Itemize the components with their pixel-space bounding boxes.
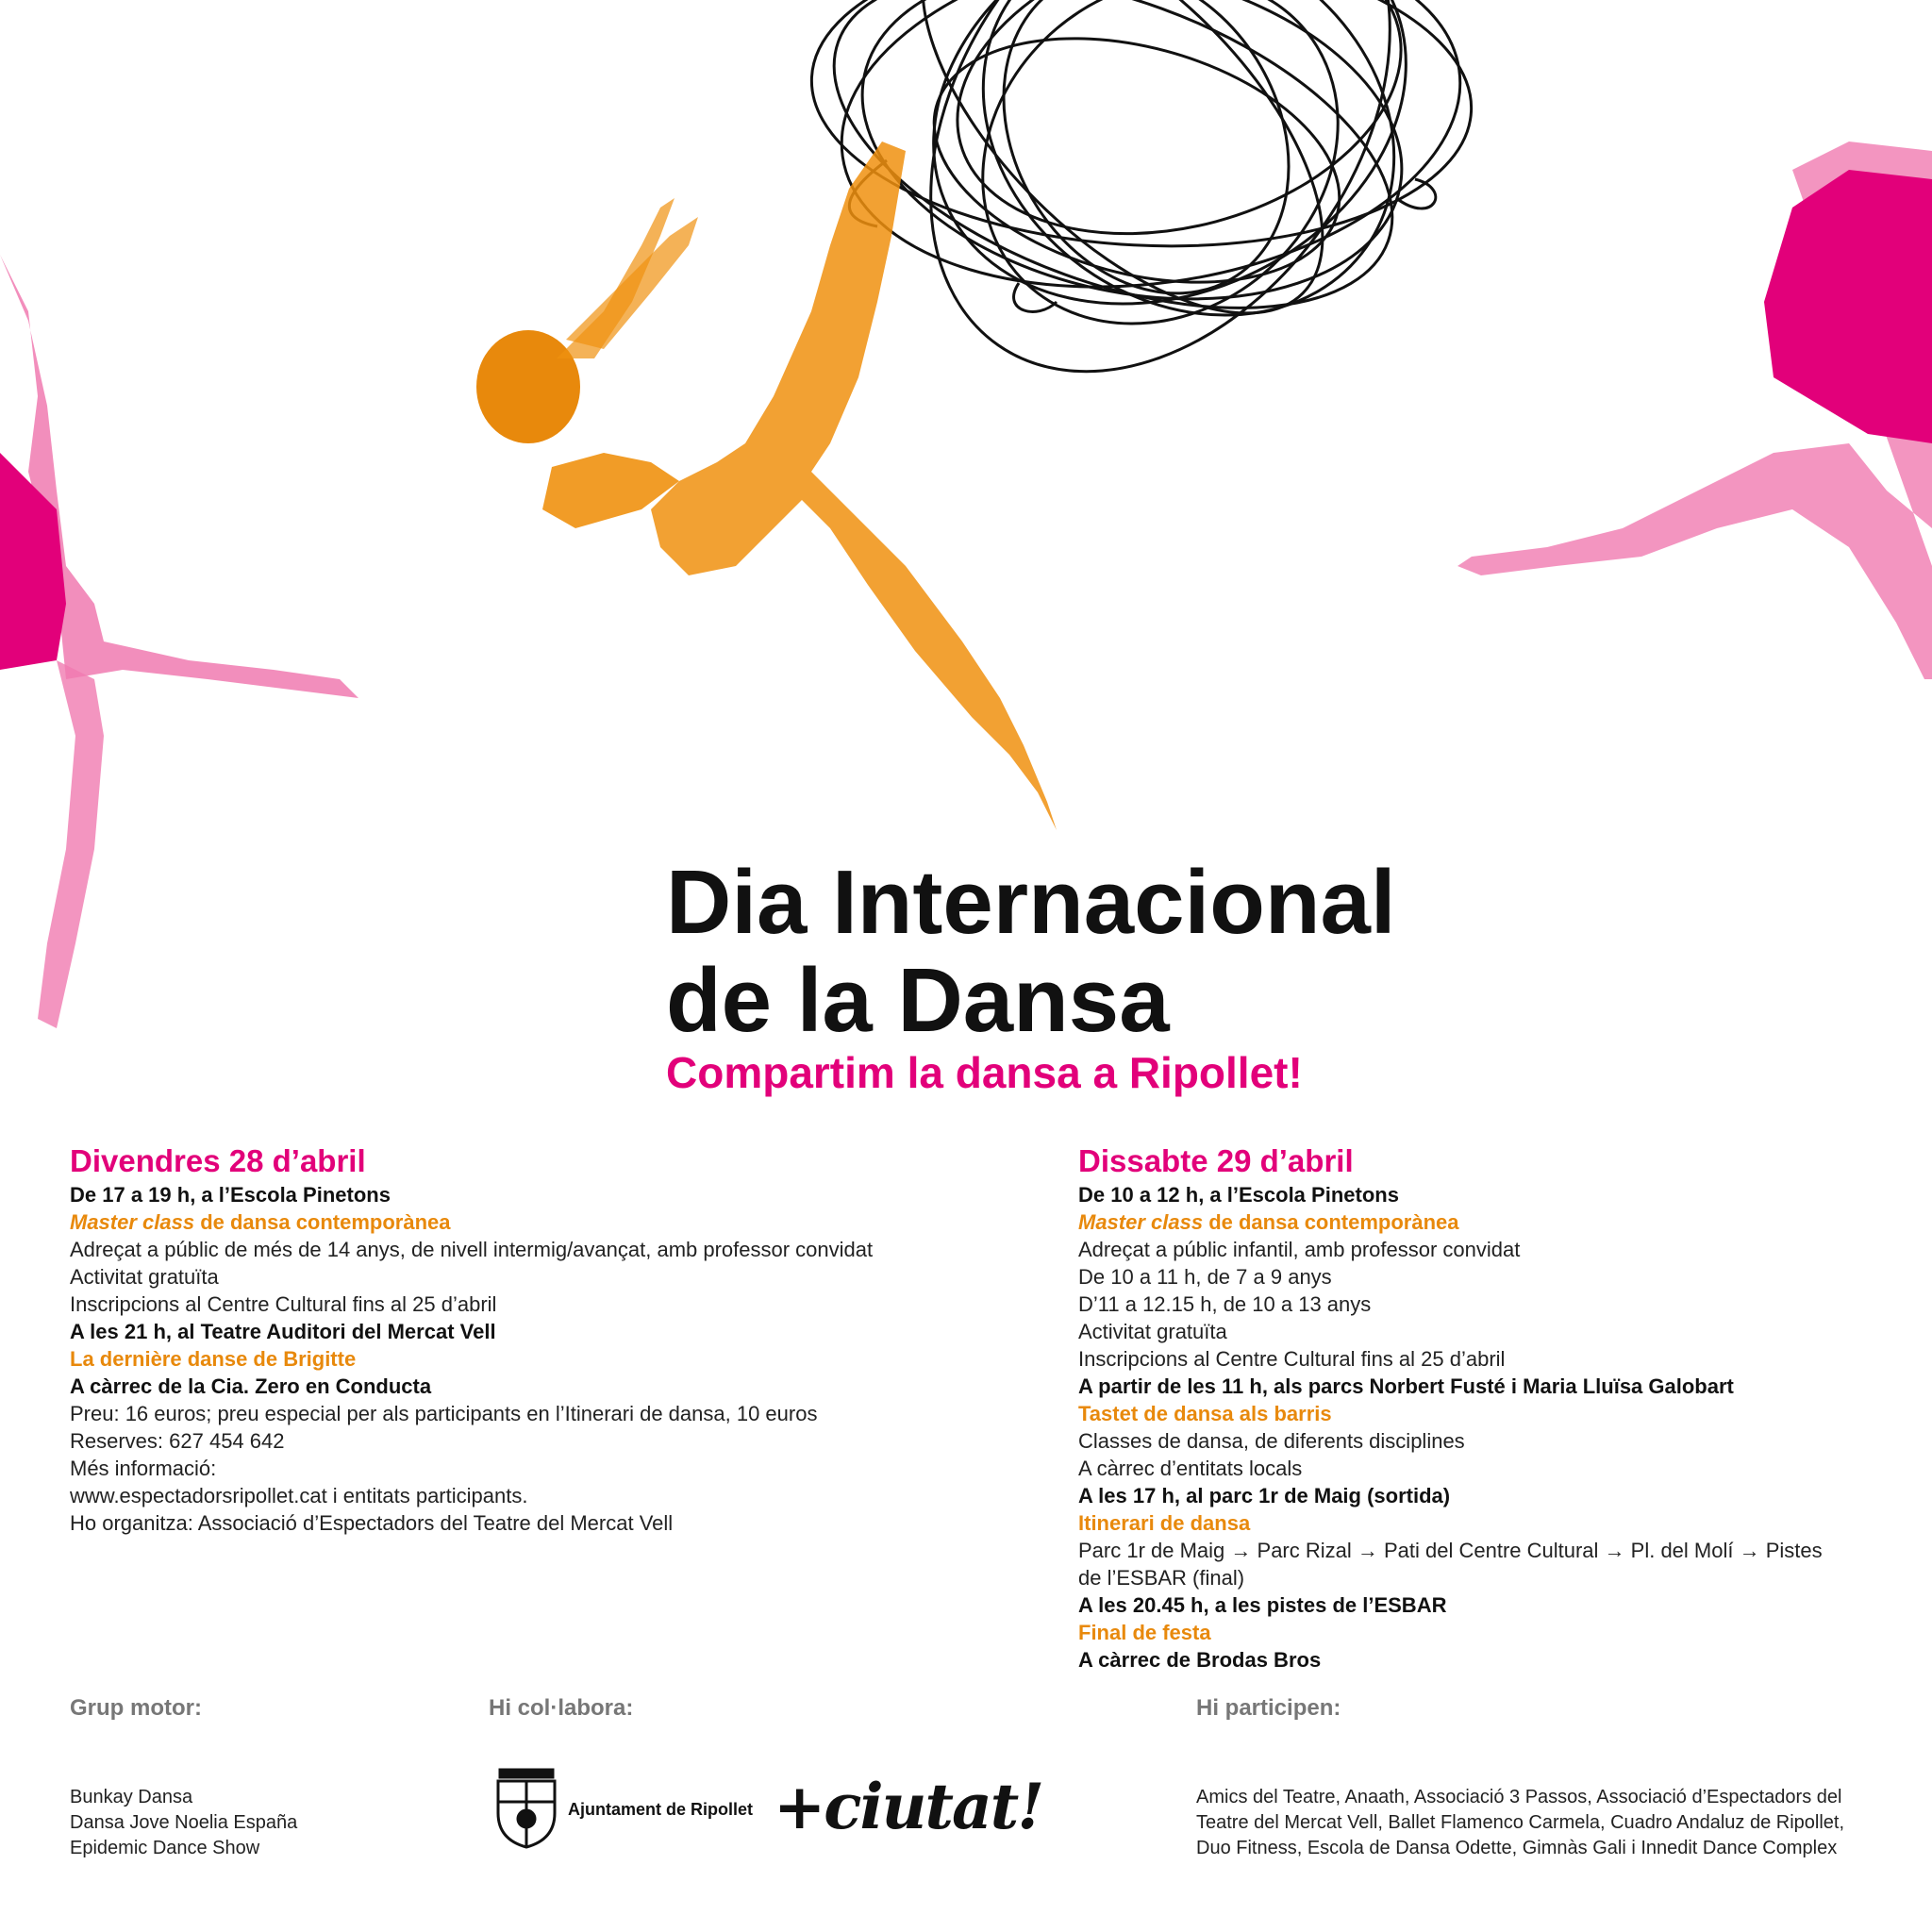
title-line-2: de la Dansa bbox=[666, 950, 1170, 1051]
schedule-line-text: A partir de les 11 h, als parcs Norbert Fusté i Maria Lluïsa Galobart bbox=[1078, 1374, 1734, 1398]
schedule-line bbox=[70, 1373, 975, 1400]
schedule-line-text: Adreçat a públic infantil, amb professor convidat bbox=[1078, 1238, 1521, 1261]
poster-subtitle: Compartim la dansa a Ripollet! bbox=[666, 1048, 1303, 1097]
schedule-line-text: Inscripcions al Centre Cultural fins al 25 d’abril bbox=[1078, 1347, 1506, 1371]
orange-dancer-image bbox=[476, 142, 1057, 830]
schedule-line-text: Ho organitza: Associació d’Espectadors del Teatre del Mercat Vell bbox=[70, 1511, 674, 1535]
schedule-line-text: De 10 a 12 h, a l’Escola Pinetons bbox=[1078, 1183, 1399, 1207]
schedule-line bbox=[1078, 1236, 1908, 1263]
schedule-line bbox=[70, 1263, 975, 1291]
schedule-line bbox=[70, 1400, 975, 1427]
schedule-line-text: A càrrec de Brodas Bros bbox=[1078, 1648, 1322, 1672]
schedule-line bbox=[70, 1291, 975, 1318]
schedule-line bbox=[1078, 1564, 1908, 1591]
schedule-line-text: A càrrec de la Cia. Zero en Conducta bbox=[70, 1374, 432, 1398]
schedule-line bbox=[70, 1208, 975, 1236]
schedule-line-text: Inscripcions al Centre Cultural fins al 25 d’abril bbox=[70, 1292, 497, 1316]
hi-participen-heading: Hi participen: bbox=[1196, 1695, 1341, 1721]
list-item: Dansa Jove Noelia España bbox=[70, 1812, 298, 1833]
saturday-lines bbox=[1078, 1181, 1908, 1674]
list-item: Epidemic Dance Show bbox=[70, 1838, 260, 1858]
schedule-line-text: Tastet de dansa als barris bbox=[1078, 1402, 1332, 1425]
schedule-line bbox=[70, 1318, 975, 1345]
friday-date: Divendres 28 d’abril bbox=[70, 1143, 366, 1178]
schedule-line bbox=[1078, 1427, 1908, 1455]
schedule-line bbox=[1078, 1646, 1908, 1674]
schedule-line-text: A les 21 h, al Teatre Auditori del Mercat Vell bbox=[70, 1320, 496, 1343]
ciutat-logo: +ciutat! bbox=[774, 1770, 1043, 1843]
schedule-line-text: A les 20.45 h, a les pistes de l’ESBAR bbox=[1078, 1593, 1447, 1617]
schedule-line bbox=[1078, 1291, 1908, 1318]
ajuntament-logo-text: Ajuntament de Ripollet bbox=[568, 1800, 754, 1819]
hi-participen-list bbox=[1196, 1785, 1844, 1861]
schedule-line bbox=[70, 1509, 975, 1537]
saturday-date: Dissabte 29 d’abril bbox=[1078, 1143, 1354, 1178]
schedule-line-italic: Master class bbox=[1078, 1210, 1204, 1234]
schedule-line bbox=[1078, 1373, 1908, 1400]
schedule-line-text: La dernière danse de Brigitte bbox=[70, 1347, 357, 1371]
grup-motor-heading: Grup motor: bbox=[70, 1695, 202, 1721]
schedule-line-text: D’11 a 12.15 h, de 10 a 13 anys bbox=[1078, 1292, 1372, 1316]
schedule-line-text: De 10 a 11 h, de 7 a 9 anys bbox=[1078, 1265, 1332, 1289]
list-item: Bunkay Dansa bbox=[70, 1787, 193, 1807]
schedule-line-text: Classes de dansa, de diferents disciplines bbox=[1078, 1429, 1465, 1453]
schedule-line bbox=[1078, 1318, 1908, 1345]
list-item: Amics del Teatre, Anaath, Associació 3 Passos, Associació d’Espectadors del bbox=[1196, 1787, 1842, 1807]
schedule-line bbox=[70, 1482, 975, 1509]
pink-dancer-right-image bbox=[1457, 142, 1932, 679]
schedule-line-text: Preu: 16 euros; preu especial per als participants en l’Itinerari de dansa, 10 euros bbox=[70, 1402, 818, 1425]
schedule-line-text: Activitat gratuïta bbox=[1078, 1320, 1227, 1343]
schedule-line bbox=[70, 1236, 975, 1263]
schedule-line-text: www.espectadorsripollet.cat i entitats participants. bbox=[70, 1484, 528, 1507]
schedule-line-text: Activitat gratuïta bbox=[70, 1265, 219, 1289]
friday-schedule bbox=[70, 1143, 975, 1537]
schedule-line bbox=[1078, 1619, 1908, 1646]
schedule-line bbox=[1078, 1208, 1908, 1236]
list-item: Duo Fitness, Escola de Dansa Odette, Gimnàs Gali i Innedit Dance Complex bbox=[1196, 1838, 1838, 1858]
schedule-line-text: Parc 1r de Maig → Parc Rizal → Pati del Centre Cultural → Pl. del Molí → Pistes bbox=[1078, 1539, 1823, 1562]
schedule-line bbox=[1078, 1482, 1908, 1509]
schedule-line-text: A les 17 h, al parc 1r de Maig (sortida) bbox=[1078, 1484, 1451, 1507]
schedule-line-text: Més informació: bbox=[70, 1457, 217, 1480]
poster-title bbox=[666, 854, 1396, 1050]
schedule-line-italic: Master class bbox=[70, 1210, 195, 1234]
schedule-line bbox=[1078, 1455, 1908, 1482]
schedule-line-text: Final de festa bbox=[1078, 1621, 1211, 1644]
schedule-line bbox=[1078, 1537, 1908, 1564]
grup-motor-list bbox=[70, 1785, 297, 1861]
schedule-line-text: de l’ESBAR (final) bbox=[1078, 1566, 1245, 1590]
hi-collabora-heading: Hi col·labora: bbox=[489, 1695, 634, 1721]
schedule-line-text: De 17 a 19 h, a l’Escola Pinetons bbox=[70, 1183, 391, 1207]
schedule-line bbox=[1078, 1181, 1908, 1208]
schedule-line-text: de dansa contemporànea bbox=[194, 1210, 451, 1234]
schedule-line bbox=[1078, 1400, 1908, 1427]
schedule-line bbox=[1078, 1591, 1908, 1619]
title-line-1: Dia Internacional bbox=[666, 852, 1396, 953]
schedule-line-text: A càrrec d’entitats locals bbox=[1078, 1457, 1303, 1480]
schedule-line bbox=[70, 1455, 975, 1482]
schedule-line bbox=[1078, 1509, 1908, 1537]
schedule-line bbox=[70, 1345, 975, 1373]
list-item: Teatre del Mercat Vell, Ballet Flamenco Carmela, Cuadro Andaluz de Ripollet, bbox=[1196, 1812, 1845, 1833]
scribble-graphic bbox=[790, 0, 1485, 458]
schedule-line bbox=[70, 1181, 975, 1208]
pink-dancer-left-image bbox=[0, 255, 358, 1028]
schedule-line bbox=[70, 1427, 975, 1455]
schedule-line bbox=[1078, 1345, 1908, 1373]
schedule-line-text: Reserves: 627 454 642 bbox=[70, 1429, 285, 1453]
schedule-line-text: Adreçat a públic de més de 14 anys, de nivell intermig/avançat, amb professor convidat bbox=[70, 1238, 874, 1261]
saturday-schedule bbox=[1078, 1143, 1908, 1674]
schedule-line bbox=[1078, 1263, 1908, 1291]
schedule-line-text: de dansa contemporànea bbox=[1203, 1210, 1459, 1234]
friday-lines bbox=[70, 1181, 975, 1537]
schedule-line-text: Itinerari de dansa bbox=[1078, 1511, 1251, 1535]
